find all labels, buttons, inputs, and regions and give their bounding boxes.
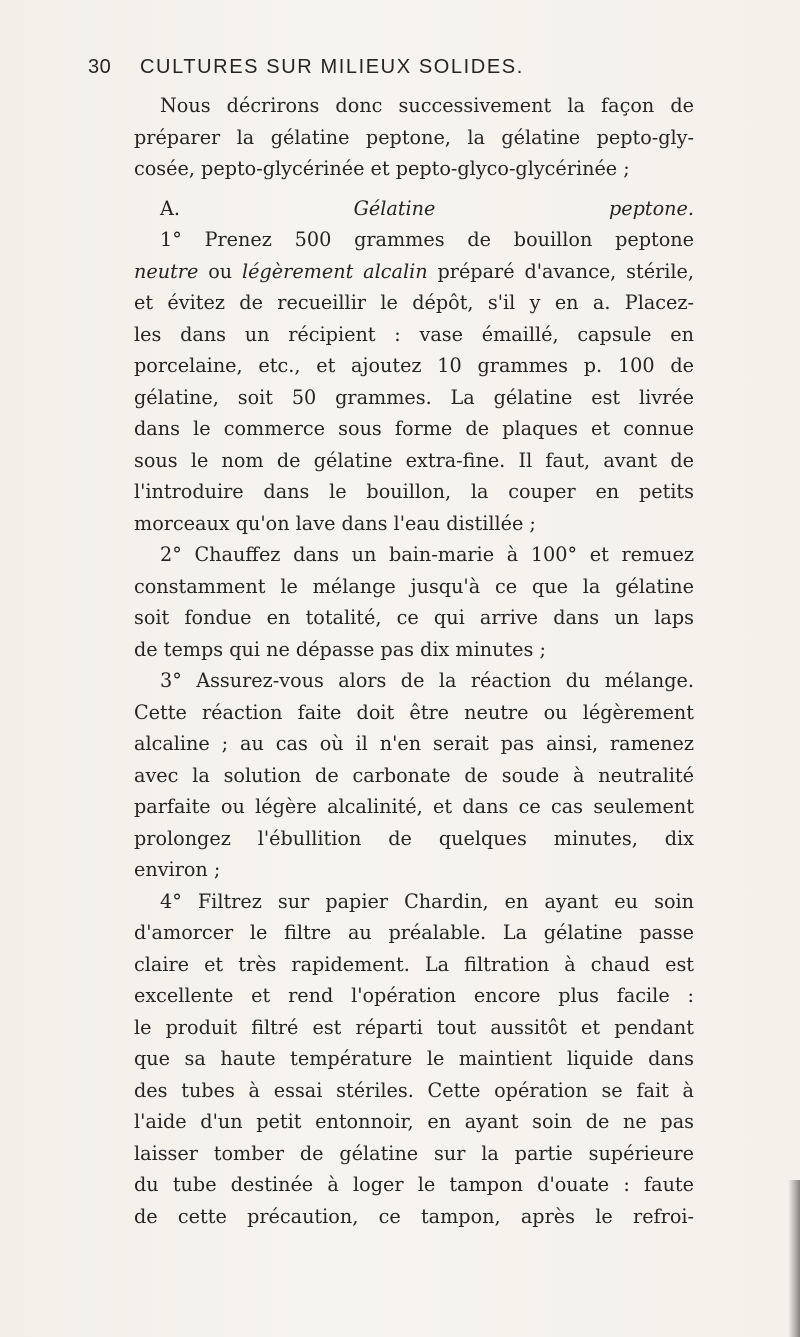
step4-line: 4° Filtrez sur papier Chardin, en ayant eu soin <box>160 889 694 913</box>
step1-line: l'introduire dans le bouillon, la couper en petits <box>134 480 694 503</box>
page-header <box>88 56 708 86</box>
step1-line: porcelaine, etc., et ajoutez 10 grammes p. 100 de <box>134 354 694 377</box>
step1-line: les dans un récipient : vase émaillé, capsule en <box>134 322 694 346</box>
step2-line: 2° Chauffez dans un bain-marie à 100° et remuez <box>160 543 694 566</box>
step3-line: environ ; <box>134 858 221 881</box>
step4-line: que sa haute température le maintient liquide dans <box>134 1047 694 1070</box>
running-title: CULTURES SUR MILIEUX SOLIDES. <box>140 56 524 78</box>
step4-line: des tubes à essai stériles. Cette opération se fait à <box>134 1078 694 1102</box>
step1-word: ou <box>198 259 243 283</box>
step1-line: dans le commerce sous forme de plaques et connue <box>134 417 694 440</box>
step4-line: claire et très rapidement. La filtration à chaud est <box>134 952 694 976</box>
step1-rest: préparé d'avance, stérile, <box>427 259 694 283</box>
section-label: A. <box>160 196 180 220</box>
intro-line: cosée, pepto-glycérinée et pepto-glyco-glycérinée ; <box>134 157 630 180</box>
step1-line: morceaux qu'on lave dans l'eau distillée ; <box>134 511 536 535</box>
step3-line: prolongez l'ébullition de quelques minutes, dix <box>134 826 694 850</box>
step3-line: 3° Assurez-vous alors de la réaction du mélange. <box>160 669 694 692</box>
step4-line: laisser tomber de gélatine sur la partie supérieure <box>134 1141 694 1165</box>
step1-line: gélatine, soit 50 grammes. La gélatine est livrée <box>134 385 694 409</box>
step1-line <box>134 256 694 288</box>
section-title: Gélatine peptone. <box>353 196 694 220</box>
step4-line: le produit filtré est réparti tout aussitôt et pendant <box>134 1015 694 1039</box>
step4-line: l'aide d'un petit entonnoir, en ayant soin de ne pas <box>134 1110 694 1133</box>
step3-line: avec la solution de carbonate de soude à neutralité <box>134 763 694 787</box>
step2-line: constamment le mélange jusqu'à ce que la gélatine <box>134 574 694 598</box>
step3-line: alcaline ; au cas où il n'en serait pas ainsi, ramenez <box>134 732 694 755</box>
step2-line: soit fondue en totalité, ce qui arrive dans un laps <box>134 606 694 629</box>
step1-line: 1° Prenez 500 grammes de bouillon peptone <box>160 228 694 251</box>
italic-alcalin: légèrement alcalin <box>242 259 428 283</box>
step4-line: excellente et rend l'opération encore plus facile : <box>134 984 694 1007</box>
page-edge-shadow <box>788 1180 800 1337</box>
body-text <box>134 90 694 1232</box>
intro-line: préparer la gélatine peptone, la gélatine pepto-gly- <box>134 125 694 149</box>
step4-line: du tube destinée à loger le tampon d'ouate : faute <box>134 1173 694 1196</box>
step2-line: de temps qui ne dépasse pas dix minutes ; <box>134 637 546 661</box>
step3-line: Cette réaction faite doit être neutre ou légèrement <box>134 700 694 724</box>
step1-line: et évitez de recueillir le dépôt, s'il y en a. Placez- <box>134 291 694 314</box>
step4-line: d'amorcer le filtre au préalable. La gélatine passe <box>134 921 694 944</box>
step4-line: de cette précaution, ce tampon, après le refroi- <box>134 1204 694 1228</box>
step1-line: sous le nom de gélatine extra-fine. Il faut, avant de <box>134 448 694 472</box>
step3-line: parfaite ou légère alcalinité, et dans ce cas seulement <box>134 795 694 818</box>
intro-line: Nous décrirons donc successivement la façon de <box>160 94 694 117</box>
italic-neutre: neutre <box>134 259 199 283</box>
page-number: 30 <box>88 56 112 78</box>
section-heading <box>134 193 694 225</box>
